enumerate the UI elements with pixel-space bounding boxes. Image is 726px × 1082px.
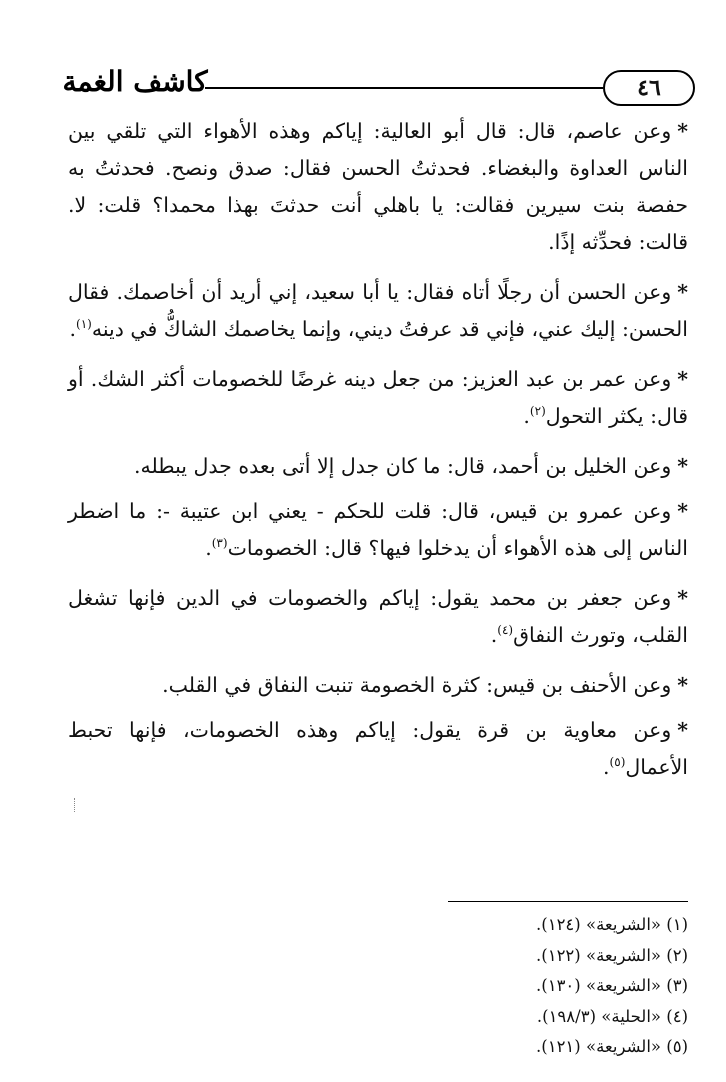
footnote: (٣) «الشريعة» (١٣٠). (536, 976, 688, 995)
paragraph-text: وعن الخليل بن أحمد، قال: ما كان جدل إلا أتى بعده جدل يبطله. (133, 454, 672, 478)
paragraph-marker: * (677, 718, 688, 742)
page-number: ٤٦ (603, 70, 695, 106)
paragraph: *وعن معاوية بن قرة يقول: إياكم وهذه الخصومات، فإنها تحبط الأعمال$^{(٥)}$. (68, 718, 688, 779)
paragraph-text: وعن عمر بن عبد العزيز: من جعل دينه غرضًا للخصومات أكثر الشك. أو قال: يكثر التحول (68, 367, 688, 428)
paragraph-text: وعن عمرو بن قيس، قال: قلت للحكم - يعني ابن عتيبة -: ما اضطر الناس إلى هذه الأهواء أن يدخلوا فيها؟ قال: الخصومات (68, 499, 688, 560)
paragraph-text: وعن الحسن أن رجلًا أتاه فقال: يا أبا سعيد، إني أريد أن أخاصمك. فقال الحسن: إليك عني، فإني قد عرفتُ ديني، وإنما يخاصمك الشاكُّ في دينه (68, 280, 688, 341)
main-text (68, 113, 688, 799)
footnote: (١) «الشريعة» (١٢٤). (536, 915, 688, 934)
footnote-ref[interactable]: (٥) (609, 755, 626, 770)
footnote: (٥) «الشريعة» (١٢١). (536, 1037, 688, 1056)
running-book-title: كاشف الغمة (62, 65, 208, 98)
paragraph (68, 113, 688, 261)
paragraph-text: وعن عاصم، قال: قال أبو العالية: إياكم وهذه الأهواء التي تلقي بين الناس العداوة والبغضاء. فحدثتُ الحسن فقال: صدق ونصح. فحدثتُ به حفصة بنت سيرين فقالت: يا باهلي أنت حدثتَ بهذا محمدا؟ قلت: لا. قالت: فحدِّثه إذًا. (68, 119, 688, 254)
paragraph: *وعن جعفر بن محمد يقول: إياكم والخصومات في الدين فإنها تشغل القلب، وتورث النفاق$^{(٤)}$. (68, 586, 688, 647)
paragraph-marker: * (677, 119, 688, 143)
paragraph-text: وعن الأحنف بن قيس: كثرة الخصومة تنبت النفاق في القلب. (162, 673, 672, 697)
paragraph-marker: * (677, 454, 688, 478)
footnote-ref[interactable]: (٣) (211, 536, 228, 551)
paragraph-marker: * (677, 499, 688, 523)
footnote-ref[interactable]: (١) (76, 317, 92, 332)
footnote: (٢) «الشريعة» (١٢٢). (536, 945, 688, 965)
page-header (60, 60, 690, 112)
paragraph-marker: * (677, 280, 688, 304)
footnotes (300, 910, 688, 1063)
paragraph-text: وعن جعفر بن محمد يقول: إياكم والخصومات في الدين فإنها تشغل القلب، وتورث النفاق (68, 586, 688, 647)
footnote-rule (448, 901, 688, 902)
paragraph-marker: * (677, 367, 688, 391)
paragraph-text: وعن معاوية بن قرة يقول: إياكم وهذه الخصومات، فإنها تحبط الأعمال (68, 718, 688, 779)
footnote: (٤) «الحلية» (١٩٨/٣). (536, 1006, 688, 1026)
paragraph-marker: * (677, 586, 688, 610)
paragraph: *وعن الحسن أن رجلًا أتاه فقال: يا أبا سعيد، إني أريد أن أخاصمك. فقال الحسن: إليك عني، فإني قد عرفتُ ديني، وإنما يخاصمك الشاكُّ في دينه$^{(١)}$. (68, 280, 688, 341)
paragraph (68, 448, 688, 485)
header-rule (205, 87, 603, 89)
footnote-ref[interactable]: (٤) (497, 623, 514, 638)
scan-mark (74, 798, 78, 812)
paragraph (68, 667, 688, 704)
paragraph: *وعن عمر بن عبد العزيز: من جعل دينه غرضًا للخصومات أكثر الشك. أو قال: يكثر التحول$^{(٢)}$. (68, 367, 688, 428)
paragraph: *وعن عمرو بن قيس، قال: قلت للحكم - يعني ابن عتيبة -: ما اضطر الناس إلى هذه الأهواء أن يدخلوا فيها؟ قال: الخصومات$^{(٣)}$. (68, 499, 688, 560)
footnote-ref[interactable]: (٢) (529, 404, 546, 419)
paragraph-marker: * (677, 673, 688, 697)
